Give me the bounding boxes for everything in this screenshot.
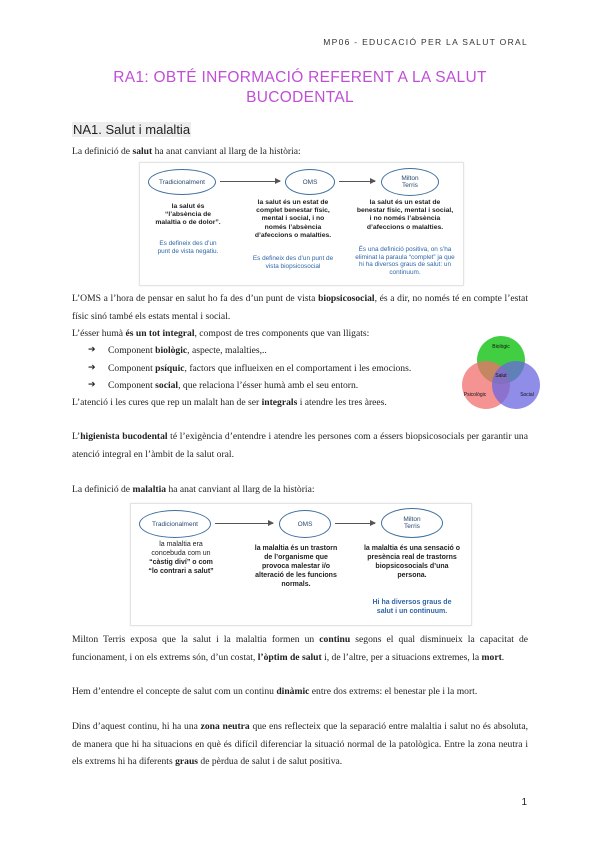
line: hi ha diversos graus de salut: un xyxy=(358,261,451,269)
text: ha anat canviant al llarg de la història: xyxy=(152,146,301,157)
bold-text: salut xyxy=(132,146,153,157)
bold-text: biològic xyxy=(155,345,188,356)
oval-milton-terris xyxy=(381,168,439,196)
paragraph-disease-intro xyxy=(72,481,528,499)
col1-note xyxy=(142,240,234,255)
text: La definició de xyxy=(72,484,133,495)
oval-oms: OMS xyxy=(285,169,335,195)
col3-note xyxy=(348,246,462,276)
text: . xyxy=(501,651,505,663)
text: , compost de tres components que van lligats: xyxy=(194,328,370,339)
col2 xyxy=(237,544,355,589)
line: alteració de les funcions xyxy=(255,572,337,579)
text: de pèrdua de salut i de salut positiva. xyxy=(198,756,343,767)
paragraph-hygienist xyxy=(72,428,528,463)
line: benestar físic, mental i social, xyxy=(356,207,454,215)
list-item xyxy=(88,360,411,378)
bold-text: és un tot integral xyxy=(125,328,195,339)
bold-text: higienista bucodental xyxy=(80,431,168,442)
bold-text: psíquic xyxy=(155,362,185,374)
text: entre dos extrems: el benestar ple i la mort. xyxy=(309,686,478,697)
health-definition-diagram xyxy=(139,162,464,286)
line: presència real de trastorns xyxy=(367,554,457,561)
col2-main xyxy=(239,199,347,240)
section-heading-text: NA1. Salut i malaltia xyxy=(73,122,191,137)
line: Es defineix des d’un xyxy=(159,240,217,247)
text: L’atenció i les cures que rep un malalt han de ser xyxy=(72,397,262,408)
oval-traditional: Tradicionalment xyxy=(148,169,216,195)
col3-note xyxy=(353,598,471,616)
paragraph-neutral-zone xyxy=(72,718,528,771)
line: continuum. xyxy=(389,268,421,276)
page-header: MP06 - EDUCACIÓ PER LA SALUT ORAL xyxy=(323,37,528,47)
line: mental i social, i no xyxy=(261,215,325,223)
line: només l’absència xyxy=(264,223,322,231)
text: Hem d’entendre el concepte de salut com un continu xyxy=(72,686,277,697)
arrow-bullet-icon: ➔ xyxy=(88,380,96,390)
page-number: 1 xyxy=(521,797,527,808)
line: la salut és xyxy=(171,203,205,210)
venn-label-psychological: Psicològic xyxy=(463,392,487,398)
bold-text: l’òptim de salut xyxy=(257,651,322,663)
line: d’afeccions o malalties. xyxy=(366,223,444,231)
arrow-bullet-icon: ➔ xyxy=(88,345,96,355)
arrow-bullet-icon: ➔ xyxy=(88,362,96,373)
component-list xyxy=(88,342,411,395)
line: concebuda com un xyxy=(151,550,211,557)
oval-oms: OMS xyxy=(279,510,331,538)
line: punt de vista negatiu. xyxy=(157,247,219,255)
text: Milton Terris exposa que la salut i la malaltia formen un xyxy=(72,634,320,645)
bold-text: graus xyxy=(175,756,199,767)
paragraph-health-intro xyxy=(72,143,528,161)
oval-traditional: Tradicionalment xyxy=(139,510,211,538)
line: biopsicosocials d’una xyxy=(375,563,449,570)
text: ha anat canviant al llarg de la història: xyxy=(166,484,315,495)
line: la salut és un estat de xyxy=(257,199,329,206)
line: la malaltia era xyxy=(159,541,203,548)
text: L’ xyxy=(72,431,81,442)
bold-text: mort xyxy=(481,651,502,663)
text: La definició de xyxy=(72,146,133,157)
arrow-2 xyxy=(335,523,375,524)
bold-text: integrals xyxy=(261,397,298,408)
col2-note xyxy=(239,255,347,270)
line: Es defineix des d’un punt de xyxy=(252,255,334,262)
line: malaltia o de dolor”. xyxy=(155,219,221,227)
title-line-2: BUCODENTAL xyxy=(246,89,354,106)
text: segons el qual disminueix la capacitat de funcionament, i on els extrems són, d’un costat, xyxy=(72,634,528,663)
line: Hi ha diversos graus de xyxy=(372,599,452,606)
line: i no només l’absència xyxy=(369,215,441,223)
line: És una definició positiva, on s’ha xyxy=(358,246,452,253)
arrow-1 xyxy=(215,523,273,524)
bold-text: zona neutra xyxy=(200,721,250,732)
list-item xyxy=(88,377,411,395)
line: normals. xyxy=(281,581,311,588)
line: “càstig diví” o com xyxy=(149,559,213,566)
disease-definition-diagram xyxy=(130,503,472,626)
text: té l’exigència d’entendre i atendre les persones com a éssers biopsicosocials per garantir una atenció integral en l’àmbit de la salut oral. xyxy=(72,431,528,460)
paragraph-continuum xyxy=(72,683,528,701)
venn-label-social: Social xyxy=(520,392,534,398)
venn-label-center: Salut xyxy=(495,373,507,379)
col3-main xyxy=(348,199,462,232)
title-line-1: RA1: OBTÉ INFORMACIÓ REFERENT A LA SALUT xyxy=(113,69,487,86)
line: de l’organisme que xyxy=(264,554,328,561)
line: salut i un continuum. xyxy=(376,608,448,615)
oval-milton-terris xyxy=(381,508,443,538)
text: , que relaciona l’ésser humà amb el seu entorn. xyxy=(178,380,359,391)
bold-text: malaltia xyxy=(132,484,167,495)
text: Component xyxy=(108,380,156,391)
text: , aspecte, malalties,.. xyxy=(187,345,267,356)
line: la malaltia és un trastorn xyxy=(254,545,338,552)
bold-text: dinàmic xyxy=(276,686,310,697)
list-item xyxy=(88,342,411,360)
paragraph-oms xyxy=(72,290,528,325)
line: provoca malestar i/o xyxy=(261,563,331,570)
text: , és a dir, no només té en compte l’estat físic sinó també els estats mental i social. xyxy=(72,293,528,322)
paragraph-milton-terris xyxy=(72,631,528,666)
line: persona. xyxy=(397,572,427,579)
bold-text: social xyxy=(155,380,179,391)
line: la malaltia és una sensació o xyxy=(363,545,461,552)
text: Dins d’aquest continu, hi ha una xyxy=(72,721,201,732)
bold-text: biopsicosocial xyxy=(318,293,375,304)
section-heading xyxy=(72,122,191,137)
line: la salut és un estat de xyxy=(369,199,441,206)
arrow-1 xyxy=(220,181,280,182)
line: eliminat la paraula “complet” ja que xyxy=(355,253,455,261)
text: L’OMS a l’hora de pensar en salut ho fa des d’un punt de vista xyxy=(72,293,319,304)
col1-main xyxy=(142,203,234,228)
text: , factors que influeixen en el comportament i les emocions. xyxy=(184,362,412,374)
line: “l’absència de xyxy=(164,211,212,219)
text: Component xyxy=(108,362,156,374)
text: i, de l’altre, per a situacions extremes, la xyxy=(321,651,482,663)
text: Component xyxy=(108,345,156,356)
text: que ens reflecteix que la separació entre malaltia i salut no és absoluta, de manera que hi ha situacions en què és difícil diferenciar la situació normal de la patològica. Entre la zona neutra i els extrems hi ha diferents xyxy=(72,721,529,767)
col3 xyxy=(353,544,471,580)
oval-text: Terris xyxy=(402,182,418,189)
page-title xyxy=(72,68,528,108)
bold-text: continu xyxy=(319,634,351,645)
oval-text: Milton xyxy=(401,175,419,182)
paragraph-integral-care xyxy=(72,394,528,412)
col1 xyxy=(135,540,227,576)
line: “lo contrari a salut” xyxy=(148,568,214,575)
line: vista biopsicosocial xyxy=(265,262,321,270)
venn-label-biological: Biològic xyxy=(492,344,510,350)
oval-text: Terris xyxy=(404,523,420,530)
line: d’afeccions o malalties. xyxy=(254,231,332,239)
text: L’ésser humà xyxy=(72,328,126,339)
text: i atendre les tres àrees. xyxy=(297,397,387,408)
oval-text: Milton xyxy=(403,516,421,523)
line: complet benestar físic, xyxy=(256,207,330,215)
arrow-2 xyxy=(339,181,375,182)
